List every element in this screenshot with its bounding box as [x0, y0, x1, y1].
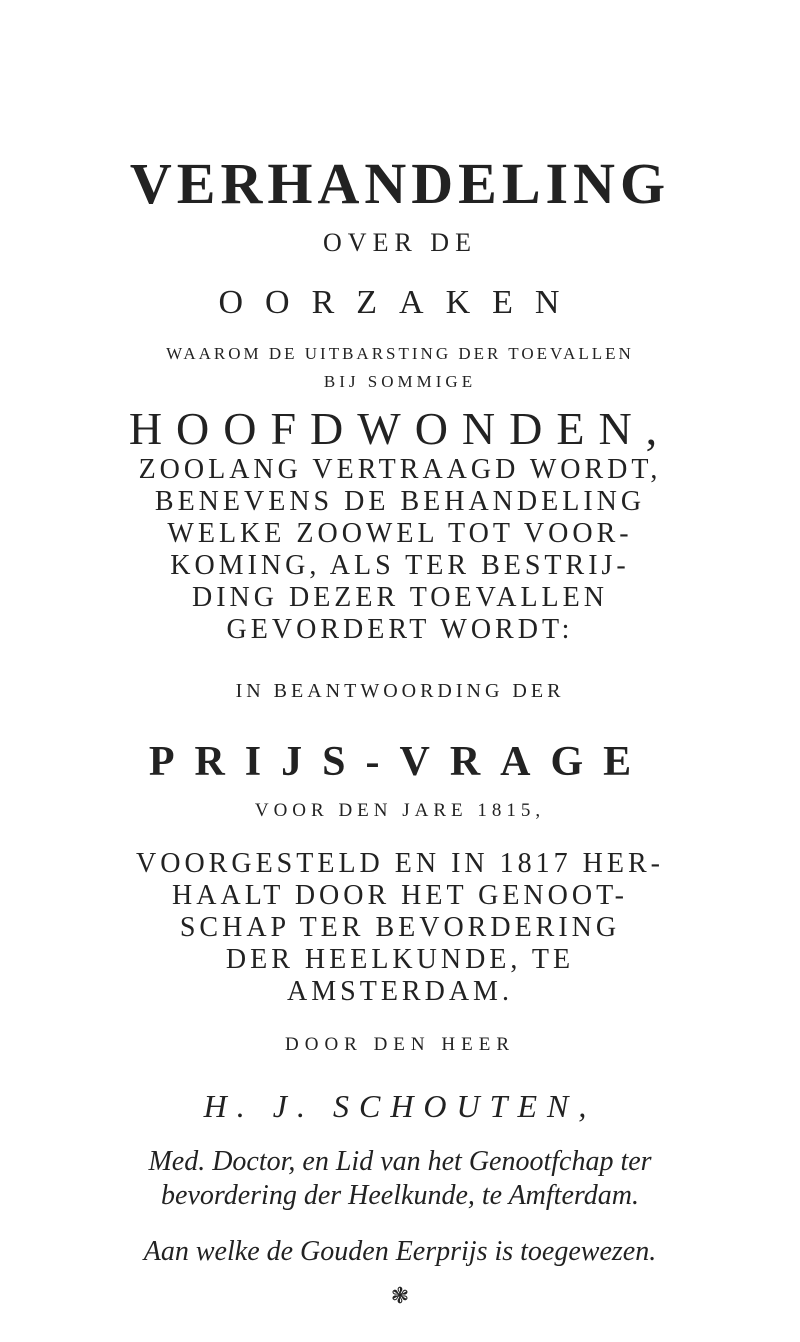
- body-line: BENEVENS DE BEHANDELING: [154, 486, 646, 517]
- title-bij-sommige: BIJ SOMMIGE: [323, 372, 477, 391]
- body-line: DING DEZER TOEVALLEN: [192, 582, 608, 613]
- year-line: VOOR DEN JARE 1815,: [254, 800, 546, 821]
- society-line: AMSTERDAM.: [287, 976, 513, 1007]
- title-over-de: OVER DE: [323, 228, 477, 257]
- body-line: ZOOLANG VERTRAAGD WORDT,: [138, 454, 662, 485]
- credentials-line: bevordering der Heelkunde, te Amfterdam.: [161, 1180, 639, 1211]
- body-line: GEVORDERT WORDT:: [226, 614, 574, 645]
- title-waarom: WAAROM DE UITBARSTING DER TOEVALLEN: [166, 344, 634, 363]
- title-hoofdwonden: HOOFDWONDEN,: [128, 403, 672, 454]
- society-line: HAALT DOOR HET GENOOT-: [172, 880, 628, 911]
- answer-line: IN BEANTWOORDING DER: [235, 680, 565, 702]
- author-name: H. J. SCHOUTEN,: [203, 1088, 597, 1124]
- by-line: DOOR DEN HEER: [285, 1034, 515, 1055]
- society-line: SCHAP TER BEVORDERING: [179, 912, 621, 943]
- credentials-line: Med. Doctor, en Lid van het Genootfchap ter: [148, 1146, 652, 1177]
- main-title: VERHANDELING: [129, 151, 671, 216]
- society-line: VOORGESTELD EN IN 1817 HER-: [136, 848, 664, 879]
- society-line: DER HEELKUNDE, TE: [225, 944, 575, 975]
- prize-question-heading: PRIJS-VRAGE: [148, 739, 652, 785]
- ornament-icon: ❃: [390, 1284, 410, 1309]
- body-line: KOMING, ALS TER BESTRIJ-: [170, 550, 630, 581]
- title-oorzaken: OORZAKEN: [218, 284, 582, 321]
- award-line: Aan welke de Gouden Eerprijs is toegewezen.: [143, 1236, 657, 1267]
- body-line: WELKE ZOOWEL TOT VOOR-: [167, 518, 633, 549]
